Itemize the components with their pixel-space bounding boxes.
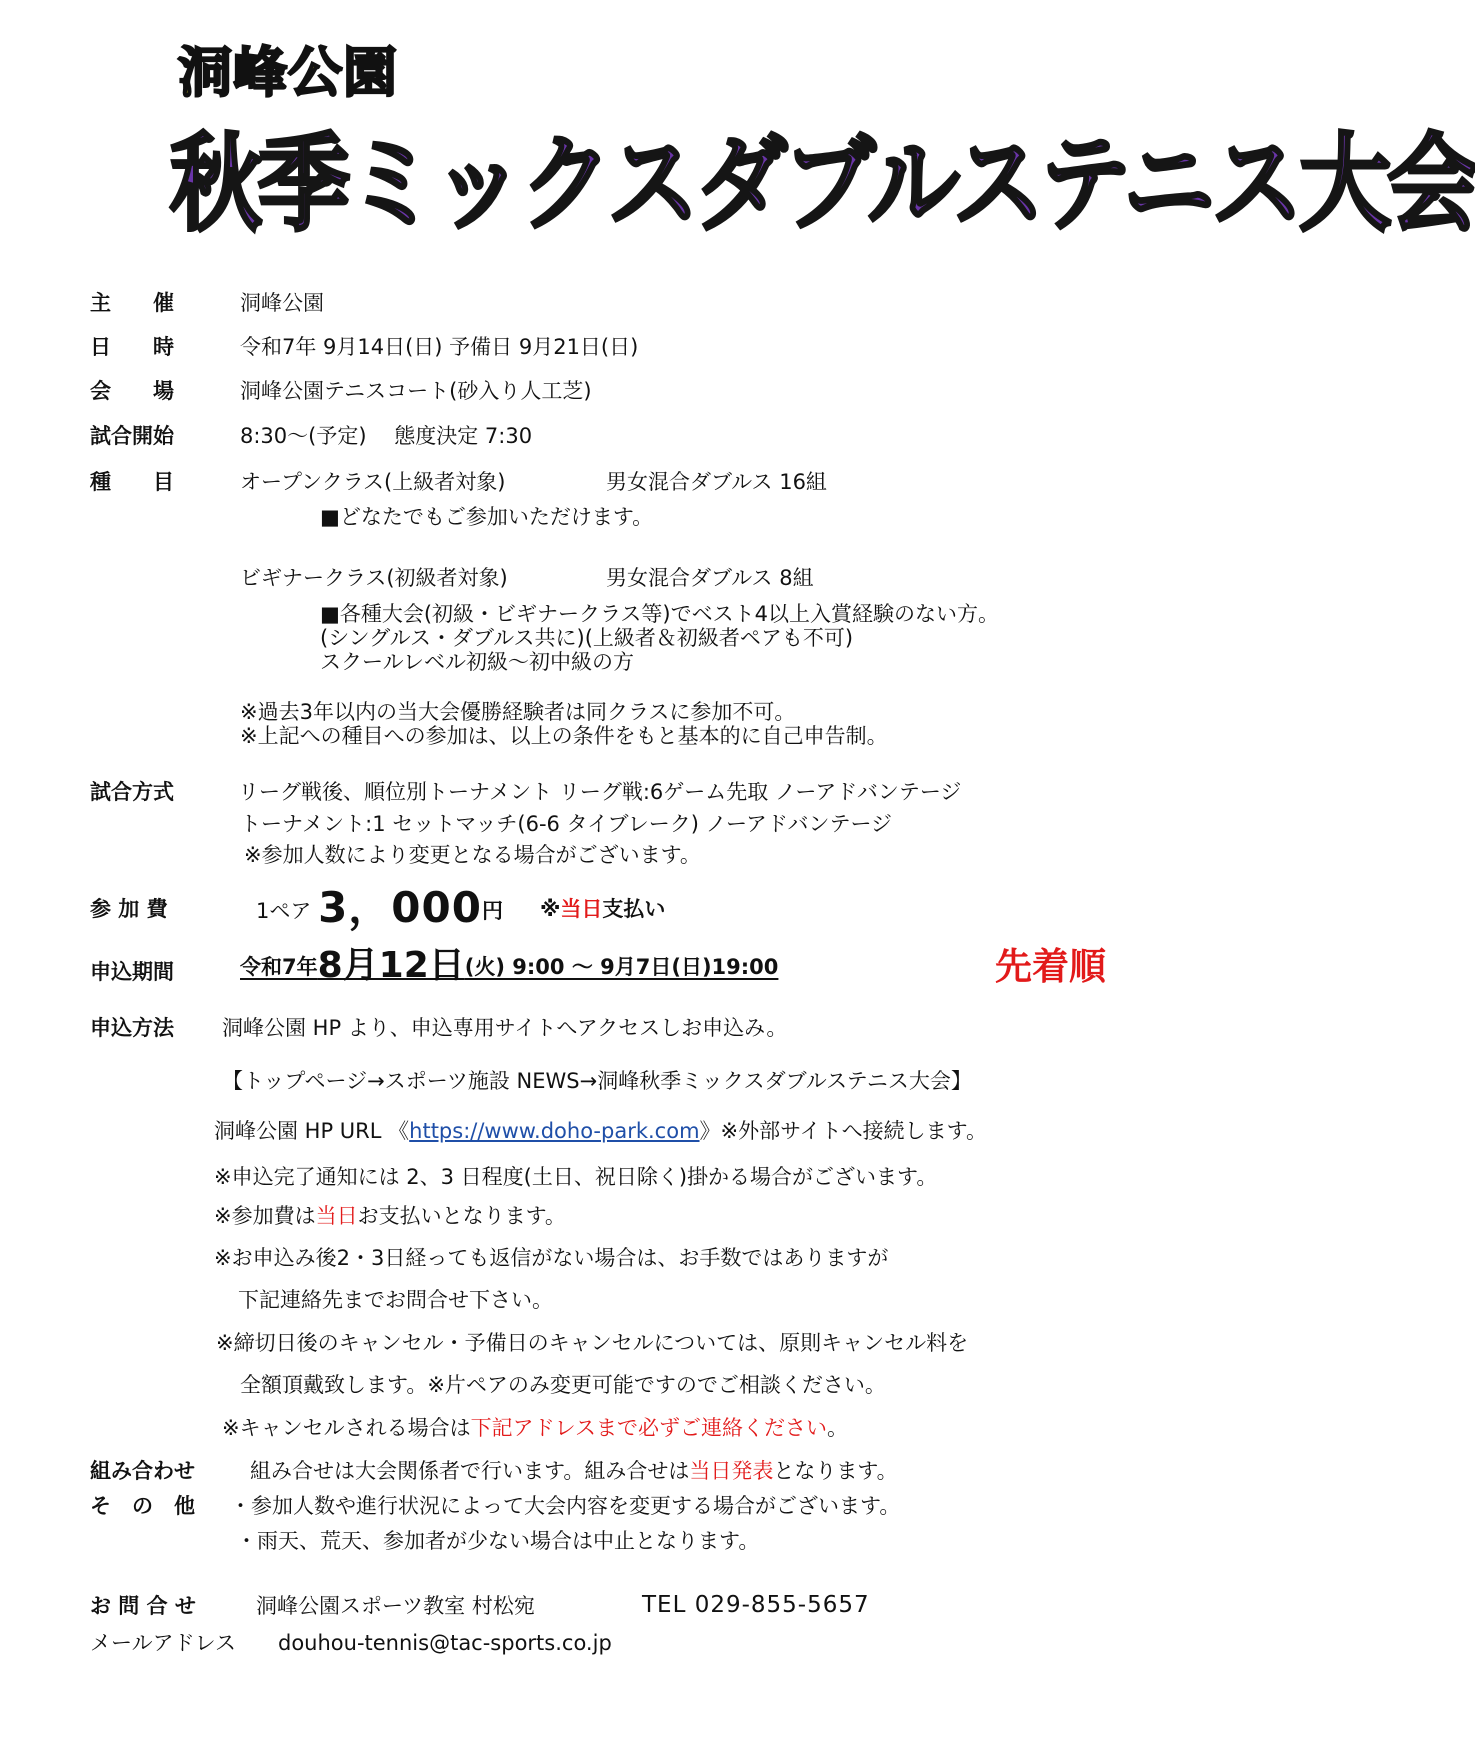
format-line-1: リーグ戦後、順位別トーナメント リーグ戦:6ゲーム先取 ノーアドバンテージ	[238, 780, 962, 804]
method-line-1: 洞峰公園 HP より、申込専用サイトへアクセスしお申込み。	[222, 1016, 788, 1040]
beginner-format: 男女混合ダブルス 8組	[606, 566, 814, 590]
date-value: 令和7年 9月14日(日) 予備日 9月21日(日)	[240, 335, 639, 359]
site-link[interactable]: https://www.doho-park.com	[409, 1119, 700, 1143]
date-label: 日 時	[90, 335, 174, 359]
page-title: 秋季ミックスダブルステニス大会	[170, 122, 1475, 246]
period-era: 令和7年	[240, 955, 318, 979]
beginner-note-2: (シングルス・ダブルス共に)(上級者＆初級者ペアも不可)	[320, 626, 854, 650]
events-label: 種 目	[90, 470, 174, 494]
draw-value: 組み合せは大会関係者で行います。組み合せは当日発表となります。	[250, 1459, 898, 1483]
mail-label: メールアドレス	[90, 1631, 236, 1655]
fee-note-red: 当日	[560, 897, 603, 921]
method-note-5: ※キャンセルされる場合は下記アドレスまで必ずご連絡ください。	[222, 1416, 848, 1440]
method-note-5-red: 下記アドレスまで必ずご連絡ください	[470, 1416, 827, 1440]
other-label: そ の 他	[90, 1494, 195, 1518]
venue-value: 洞峰公園テニスコート(砂入り人工芝)	[240, 379, 592, 403]
caution-1: ※過去3年以内の当大会優勝経験者は同クラスに参加不可。	[240, 700, 796, 724]
method-note-3a: ※お申込み後2・3日経っても返信がない場合は、お手数ではありますが	[214, 1246, 889, 1270]
start-label: 試合開始	[90, 424, 174, 448]
format-line-2: トーナメント:1 セットマッチ(6-6 タイブレーク) ノーアドバンテージ	[240, 812, 893, 836]
method-note-4b: 全額頂戴致します。※片ペアのみ変更可能ですのでご相談ください。	[240, 1373, 886, 1397]
venue-label: 会 場	[90, 379, 174, 403]
method-note-4a: ※締切日後のキャンセル・予備日のキャンセルについては、原則キャンセル料を	[216, 1331, 969, 1355]
period-label: 申込期間	[90, 960, 174, 984]
draw-label: 組み合わせ	[90, 1459, 195, 1483]
other-line-2: ・雨天、荒天、参加者が少ない場合は中止となります。	[236, 1529, 760, 1553]
period-value	[240, 945, 779, 986]
period-start-date: 8月12日	[317, 945, 465, 986]
method-note-3b: 下記連絡先までお問合せ下さい。	[238, 1288, 553, 1312]
open-note: ■どなたでもご参加いただけます。	[320, 505, 654, 529]
format-label: 試合方式	[90, 780, 174, 804]
contact-label: お 問 合 せ	[90, 1594, 196, 1618]
contact-name: 洞峰公園スポーツ教室 村松宛	[256, 1594, 535, 1618]
beginner-class: ビギナークラス(初級者対象)	[240, 566, 508, 590]
method-note-2-red: 当日	[315, 1204, 358, 1228]
contact-tel: TEL 029-855-5657	[642, 1592, 870, 1618]
beginner-note-1: ■各種大会(初級・ビギナークラス等)でベスト4以上入賞経験のない方。	[320, 602, 999, 626]
method-line-2: 【トップページ→スポーツ施設 NEWS→洞峰秋季ミックスダブルステニス大会】	[222, 1069, 972, 1093]
method-note-1: ※申込完了通知には 2、3 日程度(土日、祝日除く)掛かる場合がございます。	[214, 1165, 938, 1189]
caution-2: ※上記への種目への参加は、以上の条件をもと基本的に自己申告制。	[240, 724, 888, 748]
open-format: 男女混合ダブルス 16組	[606, 470, 827, 494]
host-label: 主 催	[90, 291, 174, 315]
beginner-note-3: スクールレベル初級～初中級の方	[320, 650, 635, 674]
period-rest: (火) 9:00 ～ 9月7日(日)19:00	[464, 955, 779, 979]
method-note-2: ※参加費は当日お支払いとなります。	[214, 1204, 566, 1228]
fee-amount: 3，000	[318, 883, 482, 932]
format-line-3: ※参加人数により変更となる場合がございます。	[244, 843, 701, 867]
other-line-1: ・参加人数や進行状況によって大会内容を変更する場合がございます。	[230, 1494, 901, 1518]
fee-prefix: 1ペア	[256, 899, 312, 923]
fee-unit: 円	[481, 899, 503, 923]
first-come-badge: 先着順	[995, 945, 1106, 988]
host-value: 洞峰公園	[240, 291, 324, 315]
method-label: 申込方法	[90, 1016, 174, 1040]
mail-address[interactable]: douhou-tennis@tac-sports.co.jp	[278, 1631, 612, 1655]
method-url-line: 洞峰公園 HP URL 《https://www.doho-park.com》※外部サイトへ接続します。	[214, 1119, 987, 1143]
fee-label: 参 加 費	[90, 897, 168, 921]
start-value: 8:30～(予定) 態度決定 7:30	[240, 424, 533, 448]
fee-row	[256, 883, 503, 932]
title-top: 洞峰公園	[178, 41, 398, 104]
open-class: オープンクラス(上級者対象)	[240, 470, 506, 494]
fee-note: ※当日支払い	[540, 897, 666, 921]
draw-red: 当日発表	[689, 1459, 774, 1483]
